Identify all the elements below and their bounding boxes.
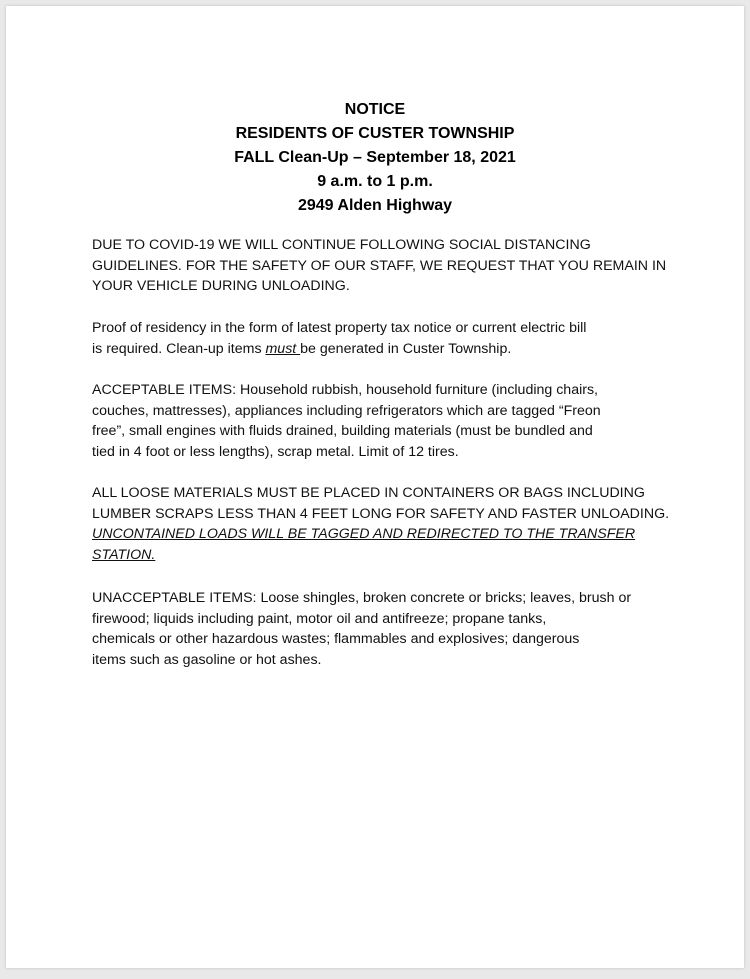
emphasis-must: must <box>265 340 301 357</box>
notice-audience: RESIDENTS OF CUSTER TOWNSHIP <box>235 125 515 142</box>
text-line <box>92 339 672 360</box>
text-line: free”, small engines with fluids drained, building materials (must be bundled and <box>92 423 593 440</box>
unacceptable-items-paragraph <box>92 588 672 670</box>
event-address: 2949 Alden Highway <box>297 197 453 214</box>
text-line: GUIDELINES. FOR THE SAFETY OF OUR STAFF, WE REQUEST THAT YOU REMAIN IN <box>92 257 667 274</box>
document-page <box>6 6 744 968</box>
covid-paragraph <box>92 235 672 297</box>
text-line: LUMBER SCRAPS LESS THAN 4 FEET LONG FOR SAFETY AND FASTER UNLOADING. <box>92 505 670 522</box>
text-line: ACCEPTABLE ITEMS: Household rubbish, household furniture (including chairs, <box>92 382 599 398</box>
text-line: UNACCEPTABLE ITEMS: Loose shingles, broken concrete or bricks; leaves, brush or <box>92 590 632 606</box>
uncontained-loads-warning: UNCONTAINED LOADS WILL BE TAGGED AND REDIRECTED TO THE TRANSFER <box>92 526 636 543</box>
text-segment: be generated in Custer Township. <box>300 340 512 357</box>
event-name-date: FALL Clean-Up – September 18, 2021 <box>234 149 516 166</box>
text-line: YOUR VEHICLE DURING UNLOADING. <box>92 278 350 295</box>
event-hours: 9 a.m. to 1 p.m. <box>317 173 433 190</box>
loose-materials-paragraph <box>92 483 672 565</box>
text-line: couches, mattresses), appliances including refrigerators which are tagged “Freon <box>92 402 601 419</box>
text-line: chemicals or other hazardous wastes; flammables and explosives; dangerous <box>92 631 580 648</box>
text-line: firewood; liquids including paint, motor oil and antifreeze; propane tanks, <box>92 610 547 627</box>
text-line: tied in 4 foot or less lengths), scrap metal. Limit of 12 tires. <box>92 443 459 460</box>
text-line: items such as gasoline or hot ashes. <box>92 651 322 668</box>
uncontained-loads-warning: STATION. <box>92 546 156 563</box>
text-segment: is required. Clean-up items <box>92 340 266 357</box>
notice-title: NOTICE <box>344 101 406 118</box>
residency-paragraph <box>92 318 672 359</box>
acceptable-items-paragraph <box>92 380 672 462</box>
text-line: Proof of residency in the form of latest property tax notice or current electric bill <box>92 320 587 336</box>
text-line: ALL LOOSE MATERIALS MUST BE PLACED IN CONTAINERS OR BAGS INCLUDING <box>92 485 645 501</box>
text-line: DUE TO COVID-19 WE WILL CONTINUE FOLLOWING SOCIAL DISTANCING <box>92 237 591 253</box>
notice-header <box>6 98 744 218</box>
